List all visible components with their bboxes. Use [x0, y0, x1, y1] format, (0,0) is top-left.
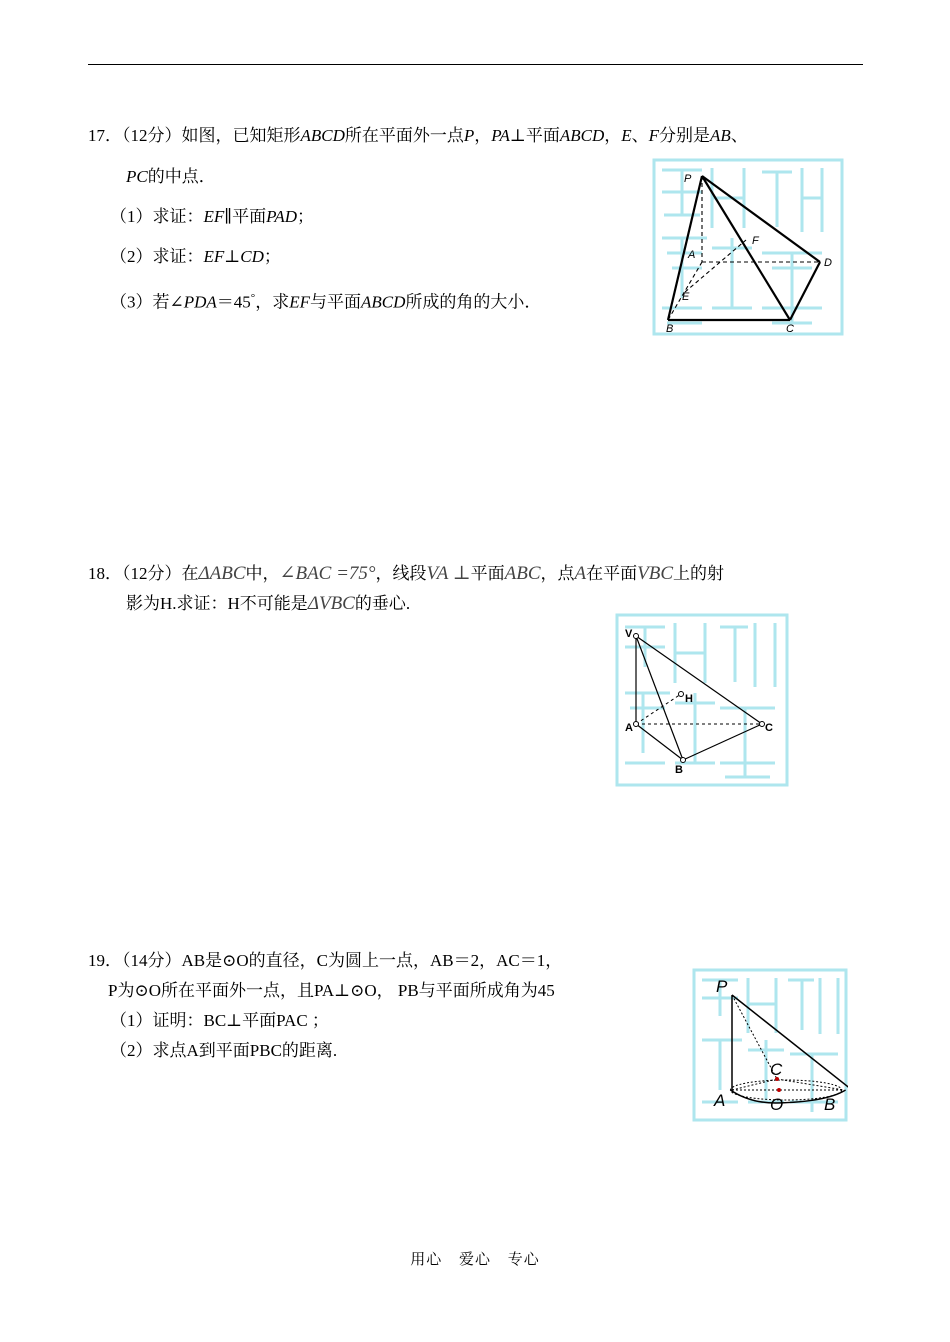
- q19-point-O: [777, 1088, 781, 1092]
- q19-label-B: B: [824, 1095, 836, 1114]
- q17-label-A: A: [688, 249, 696, 261]
- q17-label-E: E: [682, 291, 690, 303]
- q19-subq-1: （1）证明：BC⊥平面PAC ；: [110, 1011, 329, 1030]
- q17-subq-3: （3）若∠PDA＝45°，求EF与平面ABCD所成的角的大小．: [110, 292, 542, 312]
- q18-label-B: B: [675, 764, 683, 776]
- q18-solid-edges: [636, 636, 762, 760]
- q17-subq-2: （2）求证：EF⊥CD；: [110, 247, 281, 266]
- q19-label-O: O: [770, 1095, 784, 1114]
- q17-label-B: B: [666, 323, 674, 335]
- q17-label-C: C: [786, 323, 794, 335]
- q17-line-1: 17．（12分）如图，已知矩形ABCD所在平面外一点P，PA⊥平面ABCD，E、F分别是AB、: [88, 126, 748, 145]
- q17-line-2: PC的中点．: [126, 167, 216, 186]
- q17-figure: [652, 158, 844, 336]
- q18-label-V: V: [625, 628, 633, 640]
- footer-word-2: 爱心: [458, 1252, 491, 1268]
- q18-figure: [615, 613, 789, 787]
- q19-label-A: A: [714, 1091, 726, 1110]
- q18-point-A: [634, 722, 639, 727]
- q19-figure: [692, 968, 848, 1122]
- q18-line-1: 18．（12分）在ΔABC中，∠BAC =75°，线段VA ⊥平面ABC，点A在平面VBC上的射: [88, 563, 724, 584]
- q17-label-D: D: [824, 257, 832, 269]
- footer-word-1: 用心: [410, 1252, 443, 1268]
- q19-label-C: C: [770, 1060, 783, 1079]
- q18-point-C: [760, 722, 765, 727]
- q19-subq-2: （2）求点A到平面PBC的距离.: [110, 1041, 338, 1060]
- page-footer: [0, 1248, 950, 1269]
- q18-point-V: [634, 634, 639, 639]
- q19-label-P: P: [716, 977, 728, 996]
- q18-label-A: A: [625, 722, 633, 734]
- q18-point-B: [681, 758, 686, 763]
- q18-point-H: [679, 692, 684, 697]
- q18-label-C: C: [765, 722, 773, 734]
- q17-label-P: P: [684, 173, 692, 185]
- q17-subq-1: （1）求证：EF∥平面PAD；: [110, 207, 314, 226]
- q19-line-1: 19．（14分）AB是⊙O的直径，C为圆上一点，AB＝2，AC＝1，: [88, 951, 563, 970]
- footer-word-3: 专心: [507, 1252, 540, 1268]
- q18-line-2: 影为H.求证：H不可能是ΔVBC的垂心.: [126, 593, 411, 614]
- q18-label-H: H: [685, 693, 693, 705]
- header-rule: [88, 64, 863, 65]
- watermark-seal: [654, 160, 842, 334]
- q19-line-2: P为⊙O所在平面外一点，且PA⊥⊙O， PB与平面所成角为45: [108, 981, 555, 1000]
- q17-label-F: F: [752, 235, 759, 247]
